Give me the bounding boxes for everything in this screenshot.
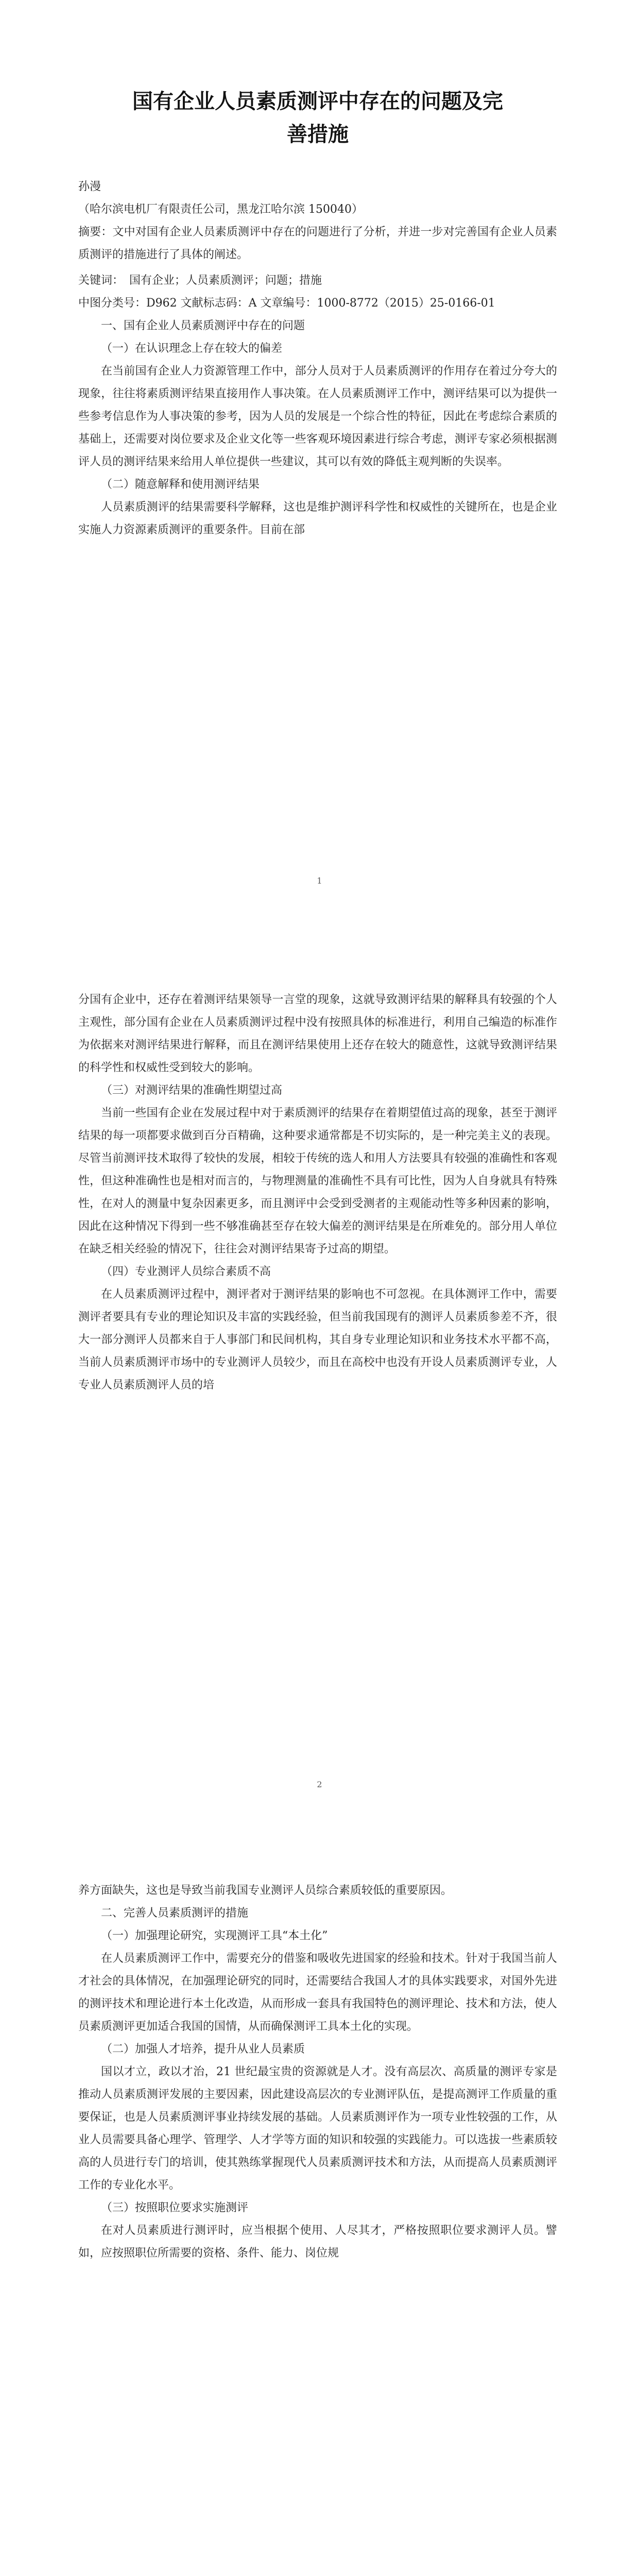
page-number: 1 <box>317 876 322 886</box>
section1-sub2-para-cont: 分国有企业中，还存在着测评结果领导一言堂的现象，这就导致测评结果的解释具有较强的个人主观性，部分国有企业在人员素质测评过程中没有按照具体的标准进行，利用自己编造的标准作为依据来对测评结果进行解释，而且在测评结果使用上还存在较大的随意性，这就导致测评结果的科学性和权威性受到较大的影响。 <box>78 993 557 1074</box>
section2-sub1-heading: （一）加强理论研究，实现测评工具“本土化” <box>101 1929 328 1942</box>
page-3 <box>0 1807 639 2576</box>
section1-sub4-heading: （四）专业测评人员综合素质不高 <box>101 1265 271 1278</box>
section1-sub1-para: 在当前国有企业人力资源管理工作中，部分人员对于人员素质测评的作用存在着过分夸大的现象，往往将素质测评结果直接用作人事决策。在人员素质测评工作中，测评结果可以为提供一些参考信息作为人事决策的参考，因为人员的发展是一个综合性的特征，因此在考虑综合素质的基础上，还需要对岗位要求及企业文化等一些客观环境因素进行综合考虑，测评专家必须根据测评人员的测评结果来给用人单位提供一些建议，其可以有效的降低主观判断的失误率。 <box>78 365 557 468</box>
article-title-line2: 善措施 <box>287 122 349 146</box>
author: 孙漫 <box>78 180 101 193</box>
section2-sub2-heading: （二）加强人才培养，提升从业人员素质 <box>101 2043 305 2056</box>
section2-sub3-heading: （三）按照职位要求实施测评 <box>101 2201 249 2214</box>
section1-sub4-para-start: 在人员素质测评过程中，测评者对于测评结果的影响也不可忽视。在具体测评工作中，需要测评者要具有专业的理论知识及丰富的实践经验，但当前我国现有的测评人员素质参差不齐，很大一部分测评人员都来自于人事部门和民间机构，其自身专业理论知识和业务技术水平都不高，当前人员素质测评市场中的专业测评人员较少，而且在高校中也没有开设人员素质测评专业，人专业人员素质测评人员的培 <box>78 1288 557 1392</box>
classification: 中图分类号：D962 文献标志码：A 文章编号：1000-8772（2015）25-0166-01 <box>78 297 495 310</box>
abstract: 摘要：文中对国有企业人员素质测评中存在的问题进行了分析，并进一步对完善国有企业人员素质测评的措施进行了具体的阐述。 <box>78 226 557 261</box>
page-number: 2 <box>317 1780 322 1789</box>
affiliation: （哈尔滨电机厂有限责任公司，黑龙江哈尔滨 150040） <box>78 203 363 216</box>
section2-sub1-para: 在人员素质测评工作中，需要充分的借鉴和吸收先进国家的经验和技术。针对于我国当前人才社会的具体情况，在加强理论研究的同时，还需要结合我国人才的具体实践要求，对国外先进的测评技术和理论进行本土化改造，从而形成一套具有我国特色的测评理论、技术和方法，使人员素质测评更加适合我国的国情，从而确保测评工具本土化的实现。 <box>78 1952 557 2033</box>
section1-heading: 一、国有企业人员素质测评中存在的问题 <box>101 319 305 332</box>
page-2 <box>0 904 639 1807</box>
section1-sub4-para-cont: 养方面缺失，这也是导致当前我国专业测评人员综合素质较低的重要原因。 <box>78 1884 453 1897</box>
section2-sub3-para-start: 在对人员素质进行测评时，应当根据个使用、人尽其才，严格按照职位要求测评人员。譬如，应按照职位所需要的资格、条件、能力、岗位规 <box>78 2224 557 2260</box>
keywords: 关键词： 国有企业；人员素质测评；问题；措施 <box>78 274 322 287</box>
section1-sub3-heading: （三）对测评结果的准确性期望过高 <box>101 1084 283 1097</box>
section1-sub2-para-start: 人员素质测评的结果需要科学解释，这也是维护测评科学性和权威性的关键所在，也是企业实施人力资源素质测评的重要条件。目前在部 <box>78 501 557 536</box>
section1-sub3-para: 当前一些国有企业在发展过程中对于素质测评的结果存在着期望值过高的现象，甚至于测评结果的每一项都要求做到百分百精确，这种要求通常都是不切实际的，是一种完美主义的表现。尽管当前测评技术取得了较快的发展，相较于传统的选人和用人方法要具有较强的准确性和客观性，但这种准确性也是相对而言的，与物理测量的准确性不具有可比性，因为人自身就具有特殊性，在对人的测量中复杂因素更多，而且测评中会受到受测者的主观能动性等多种因素的影响，因此在这种情况下得到一些不够准确甚至存在较大偏差的测评结果是在所难免的。部分用人单位在缺乏相关经验的情况下，往往会对测评结果寄予过高的期望。 <box>78 1107 557 1256</box>
section2-heading: 二、完善人员素质测评的措施 <box>101 1907 249 1920</box>
article-title-line1: 国有企业人员素质测评中存在的问题及完 <box>132 89 503 113</box>
section2-sub2-para: 国以才立，政以才治，21 世纪最宝贵的资源就是人才。没有高层次、高质量的测评专家是推动人员素质测评发展的主要因素，因此建设高层次的专业测评队伍，是提高测评工作质量的重要保证，也是人员素质测评事业持续发展的基础。人员素质测评作为一项专业性较强的工作，从业人员需要具备心理学、管理学、人才学等方面的知识和较强的实践能力。可以选拔一些素质较高的人员进行专门的培训，使其熟练掌握现代人员素质测评技术和方法，从而提高人员素质测评工作的专业化水平。 <box>78 2065 557 2192</box>
section1-sub1-heading: （一）在认识理念上存在较大的偏差 <box>101 342 283 355</box>
section1-sub2-heading: （二）随意解释和使用测评结果 <box>101 478 260 491</box>
page-1 <box>0 0 639 904</box>
